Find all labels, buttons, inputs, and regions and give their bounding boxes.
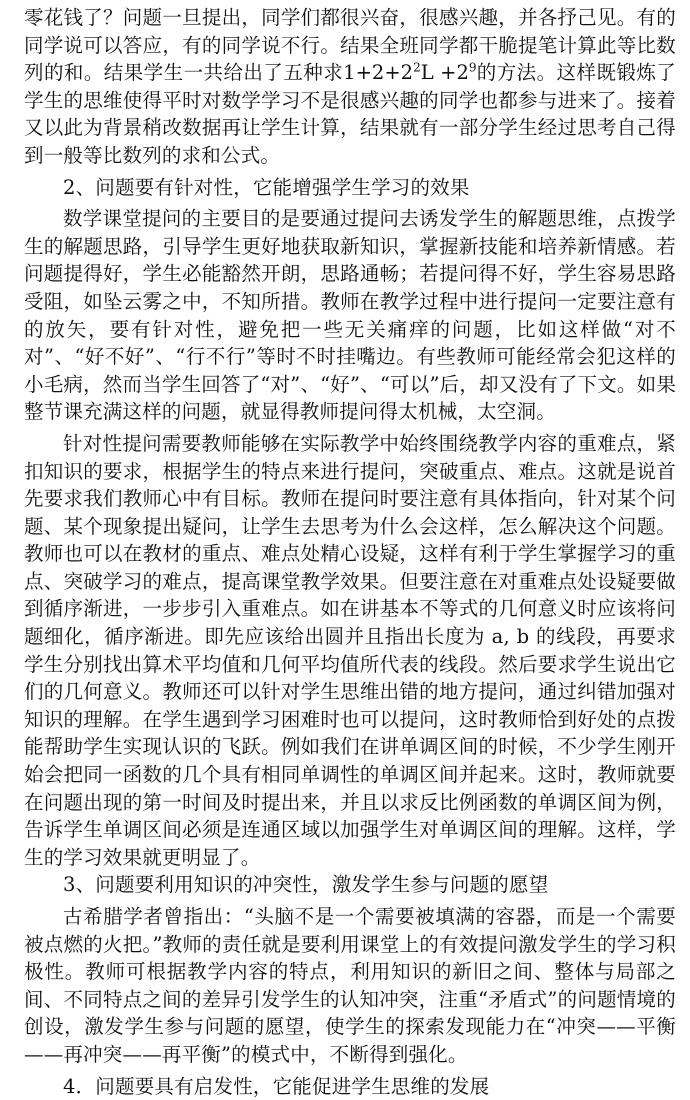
paragraph-purpose-of-questioning: 数学课堂提问的主要目的是要通过提问去诱发学生的解题思维，点拨学生的解题思路，引导学生更好地获取新知识，掌握新技能和培养新情感。若问题提得好，学生必能豁然开朗，思路通畅；若提问得不好，学生容易思路受阻，如坠云雾之中，不知所措。教师在教学过程中进行提问一定要注意有的放矢，要有针对性，避免把一些无关痛痒的问题，比如这样做“对不对”、“好不好”、“行不行”等时不时挂嘴边。有些教师可能经常会犯这样的小毛病，然而当学生回答了“对”、“好”、“可以”后，却又没有了下文。如果整节课充满这样的问题，就显得教师提问得太机械，太空洞。 — [24, 207, 677, 424]
paragraph-continuation — [24, 4, 676, 170]
section-heading-2: 2、问题要有针对性，它能增强学生学习的效果 — [63, 175, 470, 199]
paragraph-text: 零花钱了？问题一旦提出，同学们都很兴奋，很感兴趣，并各抒己见。有的同学说可以答应，有的同学说不行。结果全班同学都干脆提笔计算此等比数列的和。结果学生一共给出了五种求 — [24, 6, 676, 85]
paragraph-targeted-questioning: 针对性提问需要教师能够在实际教学中始终围绕教学内容的重难点，紧扣知识的要求，根据学生的特点来进行提问，突破重点、难点。这就是说首先要求我们教师心中有目标。教师在提问时要注意有具体指向，针对某个问题、某个现象提出疑问，让学生去思考为什么会这样，怎么解决这个问题。教师也可以在教材的重点、难点处精心设疑，这样有利于学生掌握学习的重点、突破学习的难点，提高课堂教学效果。但要注意在对重难点处设疑要做到循序渐进，一步步引入重难点。如在讲基本不等式的几何意义时应该将问题细化，循序渐进。即先应该给出圆并且指出长度为 a, b 的线段，再要求学生分别找出算术平均值和几何平均值所代表的线段。然后要求学生说出它们的几何意义。教师还可以针对学生思维出错的地方提问，通过纠错加强对知识的理解。在学生遇到学习困难时也可以提问，这时教师恰到好处的点拨能帮助学生实现认识的飞跃。例如我们在讲单调区间的时候，不少学生刚开始会把同一函数的几个具有相同单调性的单调区间并起来。这时，教师就要在问题出现的第一时间及时提出来，并且以求反比例函数的单调区间为例，告诉学生单调区间必须是连通区域以加强学生对单调区间的理解。这样，学生的学习效果就更明显了。 — [24, 431, 676, 869]
paragraph-knowledge-conflict: 古希腊学者曾指出：“头脑不是一个需要被填满的容器，而是一个需要被点燃的火把。”教师的责任就是要利用课堂上的有效提问激发学生的学习积极性。教师可根据教学内容的特点，利用知识的新旧之间、整体与局部之间、不同特点之间的差异引发学生的认知冲突，注重“矛盾式”的问题情境的创设，激发学生参与问题的愿望，使学生的探索发现能力在“冲突——平衡——再冲突——再平衡”的模式中，不断得到强化。 — [24, 905, 676, 1066]
series-formula: $1+2+2^2L +2^9$ — [343, 60, 477, 85]
section-heading-3: 3、问题要利用知识的冲突性，激发学生参与问题的愿望 — [63, 873, 549, 897]
paragraph-text: 的方法。这样既锻炼了学生的思维使得平时对数学学习不是很感兴趣的同学也都参与进来了。接着又以此为背景稍改数据再让学生计算，结果就有一部分学生经过思考自己得到一般等比数列的求和公式。 — [24, 61, 676, 167]
section-heading-4: 4．问题要具有启发性，它能促进学生思维的发展 — [63, 1074, 490, 1098]
